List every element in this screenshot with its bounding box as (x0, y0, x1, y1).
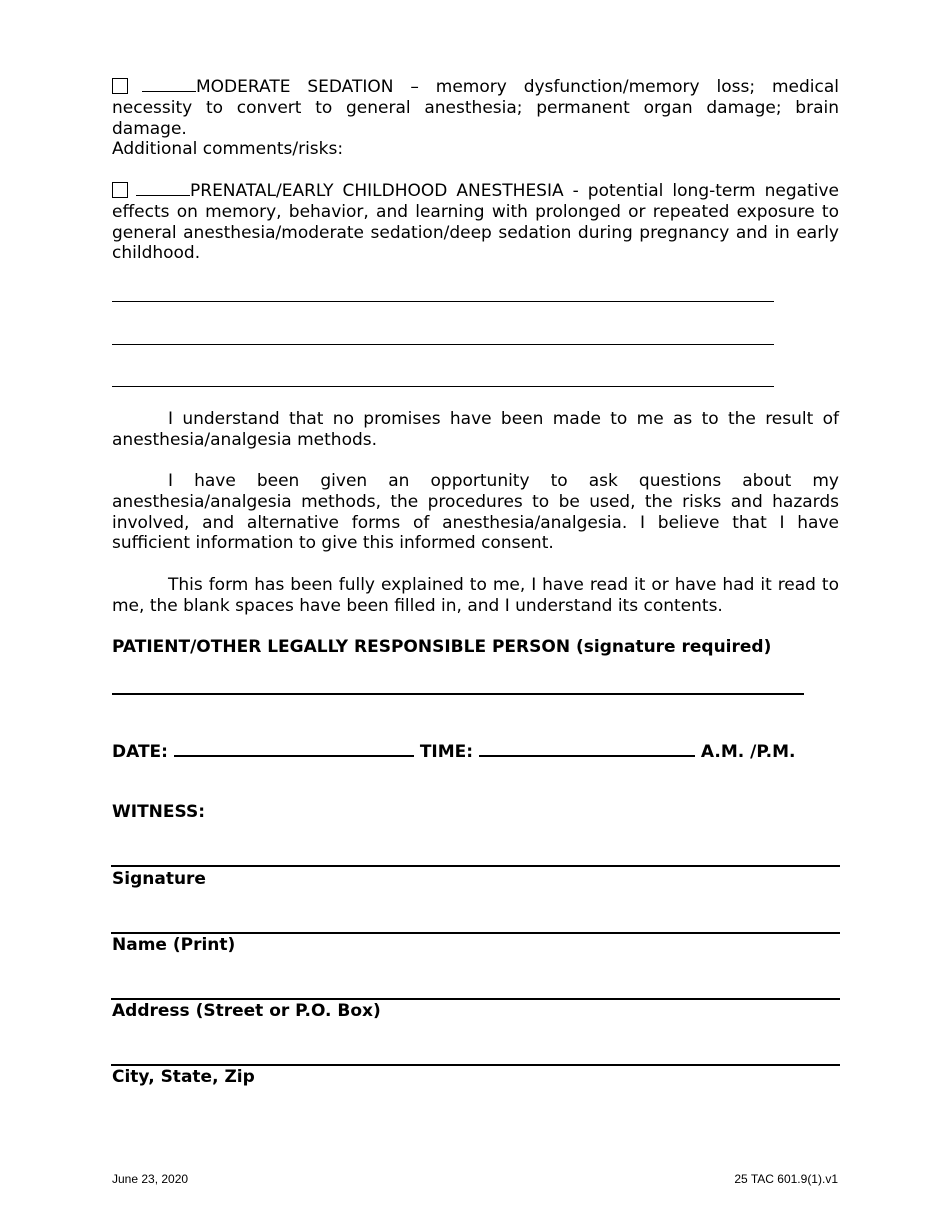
prenatal-initials-blank[interactable] (136, 181, 190, 196)
comment-line-3[interactable] (112, 386, 774, 387)
time-field[interactable] (479, 740, 695, 757)
moderate-sedation-item (112, 77, 839, 139)
time-label: TIME: (419, 742, 474, 762)
ampm-label: A.M. /P.M. (700, 742, 796, 762)
date-label: DATE: (112, 742, 168, 762)
comment-line-1[interactable] (112, 301, 774, 302)
witness-address-line[interactable] (111, 998, 840, 1000)
patient-signature-heading: PATIENT/OTHER LEGALLY RESPONSIBLE PERSON (signature required) (112, 637, 772, 657)
questions-statement: I have been given an opportunity to ask questions about my anesthesia/analgesia methods, the procedures to be used, the risks and hazards involved, and alternative forms of anesthesia/analgesia. I believe that I have sufficient information to give this informed consent. (112, 471, 839, 554)
prenatal-checkbox[interactable] (112, 182, 128, 198)
moderate-sedation-checkbox[interactable] (112, 78, 128, 94)
comment-line-2[interactable] (112, 344, 774, 345)
footer-date: June 23, 2020 (112, 1172, 189, 1186)
patient-signature-line[interactable] (112, 693, 804, 695)
date-time-row (112, 740, 796, 762)
witness-city-label: City, State, Zip (112, 1067, 255, 1087)
witness-city-line[interactable] (111, 1064, 840, 1066)
prenatal-item (112, 181, 839, 264)
prenatal-text: PRENATAL/EARLY CHILDHOOD ANESTHESIA - potential long-term negative effects on memory, behavior, and learning with prolonged or repeated exposure to general anesthesia/moderate sedation/deep sedation during pregnancy and in early childhood. (112, 181, 839, 264)
no-promises-statement: I understand that no promises have been made to me as to the result of anesthesia/analgesia methods. (112, 409, 839, 450)
additional-comments-label: Additional comments/risks: (112, 139, 344, 159)
witness-signature-line[interactable] (111, 865, 840, 867)
date-field[interactable] (174, 740, 414, 757)
witness-label: WITNESS: (112, 802, 206, 822)
footer-code: 25 TAC 601.9(1).v1 (734, 1172, 838, 1186)
witness-signature-label: Signature (112, 869, 206, 889)
witness-address-label: Address (Street or P.O. Box) (112, 1001, 381, 1021)
explained-statement: This form has been fully explained to me, I have read it or have had it read to me, the blank spaces have been filled in, and I understand its contents. (112, 575, 839, 616)
witness-name-line[interactable] (111, 932, 840, 934)
moderate-sedation-initials-blank[interactable] (142, 77, 196, 92)
witness-name-label: Name (Print) (112, 935, 236, 955)
moderate-sedation-text: MODERATE SEDATION – memory dysfunction/memory loss; medical necessity to convert to general anesthesia; permanent organ damage; brain damage. (112, 77, 839, 139)
